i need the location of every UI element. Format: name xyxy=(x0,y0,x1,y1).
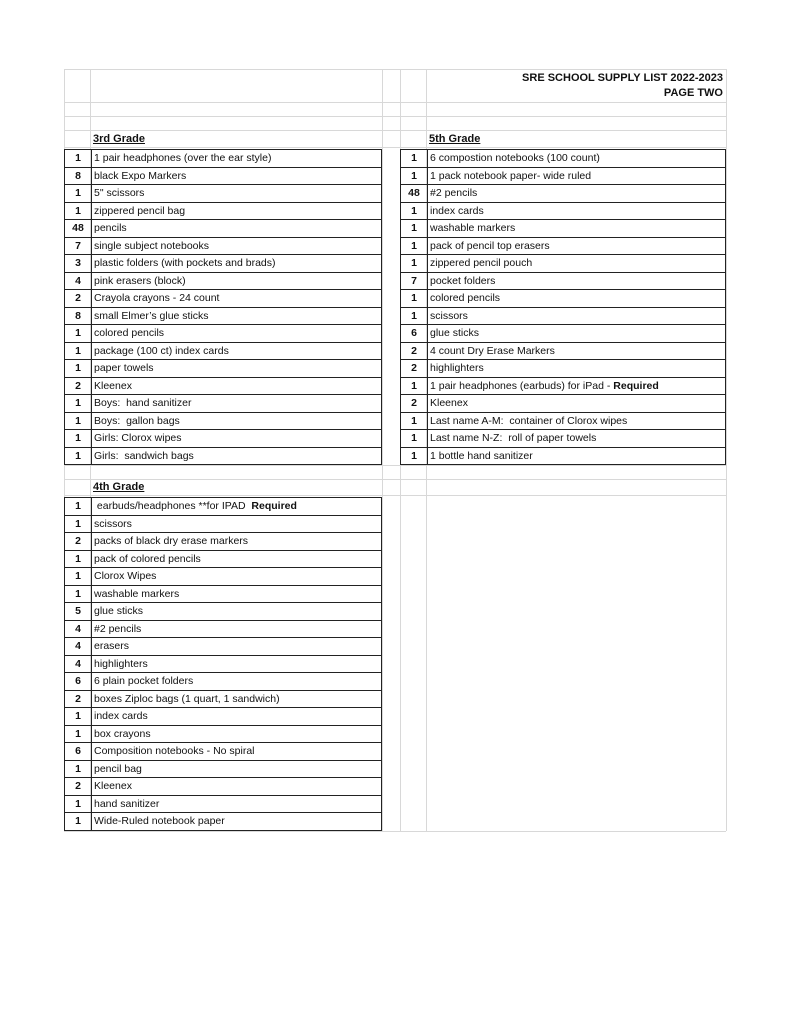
supply-row xyxy=(64,778,382,796)
supply-quantity: 1 xyxy=(401,430,428,447)
supply-row xyxy=(64,586,382,604)
supply-item-text: paper towels xyxy=(94,362,154,374)
supply-item xyxy=(428,220,725,237)
supply-row xyxy=(64,533,382,551)
gridline-vertical xyxy=(382,69,383,831)
gridline-horizontal xyxy=(64,130,726,131)
supply-quantity: 2 xyxy=(401,395,428,412)
supply-quantity: 48 xyxy=(401,185,428,202)
supply-item-text: colored pencils xyxy=(94,327,165,339)
supply-quantity: 1 xyxy=(65,761,92,778)
grade4-table xyxy=(64,497,382,831)
supply-item-text: 6 plain pocket folders xyxy=(94,675,194,687)
supply-item-text: #2 pencils xyxy=(94,622,142,635)
supply-row xyxy=(64,603,382,621)
supply-item-text: colored pencils xyxy=(430,292,501,304)
supply-item xyxy=(92,413,381,430)
supply-item xyxy=(92,308,381,325)
supply-item-text: Kleenex xyxy=(94,379,132,392)
supply-item-text: #2 pencils xyxy=(430,187,478,199)
supply-row xyxy=(64,551,382,569)
supply-quantity: 1 xyxy=(65,343,92,360)
supply-row xyxy=(400,220,726,238)
supply-item-text: hand sanitizer xyxy=(94,797,160,810)
supply-item xyxy=(92,273,381,290)
supply-row xyxy=(400,255,726,273)
grade3-heading: 3rd Grade xyxy=(93,133,145,145)
supply-item-text: zippered pencil bag xyxy=(94,204,186,217)
supply-item xyxy=(92,238,381,255)
supply-quantity: 1 xyxy=(65,360,92,377)
supply-item xyxy=(92,343,381,360)
supply-item-text: Girls: sandwich bags xyxy=(94,449,194,462)
supply-row xyxy=(64,290,382,308)
supply-item xyxy=(428,448,725,465)
supply-quantity: 1 xyxy=(401,308,428,325)
supply-item-text: index cards xyxy=(94,710,148,722)
supply-item-text: Boys: hand sanitizer xyxy=(94,397,192,409)
supply-quantity: 1 xyxy=(401,378,428,395)
supply-item xyxy=(92,203,381,220)
supply-row xyxy=(400,360,726,378)
supply-row xyxy=(400,238,726,256)
supply-item xyxy=(92,726,381,743)
supply-item-text: Kleenex xyxy=(94,780,132,792)
supply-quantity: 6 xyxy=(65,743,92,760)
supply-quantity: 1 xyxy=(65,726,92,743)
supply-item xyxy=(428,308,725,325)
supply-item-text: single subject notebooks xyxy=(94,239,209,252)
supply-item xyxy=(92,168,381,185)
supply-item xyxy=(92,533,381,550)
supply-row xyxy=(64,378,382,396)
supply-item xyxy=(428,150,725,167)
supply-item-text: Wide-Ruled notebook paper xyxy=(94,815,225,827)
supply-row xyxy=(64,761,382,779)
supply-row xyxy=(400,413,726,431)
supply-row xyxy=(64,413,382,431)
supply-quantity: 1 xyxy=(65,551,92,568)
supply-item-text: box crayons xyxy=(94,727,151,740)
supply-item-text: pack of pencil top erasers xyxy=(430,239,550,252)
supply-row xyxy=(64,448,382,466)
supply-item-text: Last name N-Z: roll of paper towels xyxy=(430,432,597,444)
supply-quantity: 2 xyxy=(65,691,92,708)
page-subtitle: PAGE TWO xyxy=(663,87,723,99)
supply-item-text: plastic folders (with pockets and brads) xyxy=(94,257,276,269)
supply-row xyxy=(64,673,382,691)
supply-quantity: 1 xyxy=(65,708,92,725)
supply-item-text: Clorox Wipes xyxy=(94,570,157,582)
supply-quantity: 1 xyxy=(401,238,428,255)
supply-item xyxy=(92,708,381,725)
supply-quantity: 1 xyxy=(401,448,428,465)
supply-item-text: Composition notebooks - No spiral xyxy=(94,745,255,757)
supply-quantity: 1 xyxy=(401,290,428,307)
supply-item-text: highlighters xyxy=(94,657,148,670)
supply-quantity: 1 xyxy=(401,203,428,220)
supply-row xyxy=(64,498,382,516)
supply-item-text: black Expo Markers xyxy=(94,169,187,182)
supply-item xyxy=(92,638,381,655)
supply-row xyxy=(64,203,382,221)
supply-row xyxy=(64,273,382,291)
gridline-horizontal xyxy=(64,102,726,103)
supply-row xyxy=(400,430,726,448)
supply-quantity: 1 xyxy=(401,220,428,237)
supply-quantity: 8 xyxy=(65,308,92,325)
supply-quantity: 2 xyxy=(65,378,92,395)
supply-row xyxy=(64,255,382,273)
supply-item-text: 1 pair headphones (earbuds) for iPad - xyxy=(430,379,614,392)
supply-row xyxy=(64,516,382,534)
supply-quantity: 2 xyxy=(401,343,428,360)
supply-quantity: 1 xyxy=(65,150,92,167)
supply-item-text: 1 bottle hand sanitizer xyxy=(430,449,533,462)
supply-item xyxy=(92,568,381,585)
supply-quantity: 1 xyxy=(65,568,92,585)
supply-item xyxy=(92,185,381,202)
grade5-table xyxy=(400,149,726,465)
spreadsheet-page xyxy=(64,69,726,831)
supply-item xyxy=(428,325,725,342)
supply-item-text: packs of black dry erase markers xyxy=(94,535,249,547)
supply-item xyxy=(92,603,381,620)
supply-item-text: Kleenex xyxy=(430,397,468,409)
supply-row xyxy=(64,343,382,361)
supply-row xyxy=(400,378,726,396)
supply-row xyxy=(400,203,726,221)
supply-item xyxy=(92,290,381,307)
supply-item-text: zippered pencil pouch xyxy=(430,257,533,269)
supply-item-text: 6 compostion notebooks (100 count) xyxy=(430,152,600,164)
gridline-horizontal xyxy=(64,465,726,466)
supply-item xyxy=(92,813,381,830)
page-title: SRE SCHOOL SUPPLY LIST 2022-2023 xyxy=(522,72,723,84)
supply-quantity: 6 xyxy=(401,325,428,342)
supply-item xyxy=(428,430,725,447)
supply-row xyxy=(64,656,382,674)
supply-row xyxy=(64,796,382,814)
supply-item-text: earbuds/headphones **for IPAD xyxy=(94,500,252,512)
supply-item xyxy=(92,150,381,167)
supply-item xyxy=(428,378,725,395)
supply-row xyxy=(400,448,726,466)
supply-item-text: Girls: Clorox wipes xyxy=(94,432,182,444)
supply-item xyxy=(92,220,381,237)
gridline-vertical xyxy=(726,69,727,831)
supply-quantity: 3 xyxy=(65,255,92,272)
supply-row xyxy=(64,168,382,186)
supply-quantity: 1 xyxy=(65,586,92,603)
supply-row xyxy=(64,308,382,326)
supply-row xyxy=(400,273,726,291)
supply-item-text: small Elmer’s glue sticks xyxy=(94,309,209,322)
supply-item-text: washable markers xyxy=(430,222,516,234)
supply-row xyxy=(64,726,382,744)
gridline-horizontal xyxy=(64,831,726,832)
supply-quantity: 1 xyxy=(65,796,92,813)
gridline-horizontal xyxy=(64,495,726,496)
supply-item xyxy=(428,290,725,307)
supply-row xyxy=(64,220,382,238)
supply-row xyxy=(64,325,382,343)
supply-quantity: 1 xyxy=(65,413,92,430)
supply-row xyxy=(64,238,382,256)
supply-row xyxy=(400,185,726,203)
supply-row xyxy=(400,325,726,343)
supply-item xyxy=(428,168,725,185)
supply-item xyxy=(92,448,381,465)
gridline-horizontal xyxy=(64,116,726,117)
supply-item xyxy=(428,273,725,290)
supply-quantity: 4 xyxy=(65,656,92,673)
grade4-heading: 4th Grade xyxy=(93,481,145,493)
supply-quantity: 4 xyxy=(65,621,92,638)
supply-item-text: pink erasers (block) xyxy=(94,274,186,287)
supply-row xyxy=(64,813,382,831)
supply-item xyxy=(92,395,381,412)
supply-item-text: pencils xyxy=(94,222,127,234)
supply-quantity: 1 xyxy=(65,395,92,412)
supply-item-text: package (100 ct) index cards xyxy=(94,344,229,357)
supply-item xyxy=(92,761,381,778)
gridline-horizontal xyxy=(64,147,726,148)
supply-quantity: 6 xyxy=(65,673,92,690)
supply-quantity: 1 xyxy=(401,413,428,430)
supply-item xyxy=(428,185,725,202)
supply-item xyxy=(92,778,381,795)
supply-item xyxy=(92,691,381,708)
supply-item-text: Last name A-M: container of Clorox wipes xyxy=(430,414,628,427)
supply-item xyxy=(92,586,381,603)
supply-item xyxy=(92,255,381,272)
supply-row xyxy=(64,150,382,168)
supply-item-text: erasers xyxy=(94,640,130,652)
supply-quantity: 2 xyxy=(65,290,92,307)
supply-item xyxy=(92,551,381,568)
supply-item-text: 4 count Dry Erase Markers xyxy=(430,344,555,357)
supply-item-text: Boys: gallon bags xyxy=(94,414,180,427)
supply-quantity: 2 xyxy=(65,533,92,550)
supply-item-text: glue sticks xyxy=(94,605,144,617)
required-label: Required xyxy=(251,500,297,512)
required-label: Required xyxy=(613,379,659,392)
supply-row xyxy=(64,691,382,709)
grade3-table xyxy=(64,149,382,465)
supply-item-text: Crayola crayons - 24 count xyxy=(94,292,220,304)
supply-item-text: index cards xyxy=(430,204,484,217)
supply-item-text: pencil bag xyxy=(94,762,142,775)
grade5-heading: 5th Grade xyxy=(429,133,481,145)
supply-quantity: 48 xyxy=(65,220,92,237)
gridline-horizontal xyxy=(64,69,726,70)
supply-quantity: 1 xyxy=(65,325,92,342)
supply-item xyxy=(92,378,381,395)
supply-item xyxy=(92,656,381,673)
supply-row xyxy=(400,168,726,186)
supply-item xyxy=(92,743,381,760)
supply-row xyxy=(64,568,382,586)
supply-item xyxy=(92,673,381,690)
supply-row xyxy=(64,621,382,639)
supply-quantity: 4 xyxy=(65,638,92,655)
supply-item xyxy=(428,203,725,220)
supply-item-text: scissors xyxy=(430,309,468,322)
supply-quantity: 2 xyxy=(401,360,428,377)
supply-quantity: 7 xyxy=(65,238,92,255)
supply-item xyxy=(428,343,725,360)
supply-quantity: 5 xyxy=(65,603,92,620)
supply-item-text: boxes Ziploc bags (1 quart, 1 sandwich) xyxy=(94,692,280,705)
supply-row xyxy=(64,185,382,203)
supply-item xyxy=(92,796,381,813)
supply-item xyxy=(428,395,725,412)
supply-item xyxy=(92,621,381,638)
supply-quantity: 2 xyxy=(65,778,92,795)
supply-quantity: 1 xyxy=(65,430,92,447)
supply-quantity: 1 xyxy=(65,498,92,515)
supply-quantity: 1 xyxy=(401,150,428,167)
supply-row xyxy=(64,743,382,761)
supply-item-text: scissors xyxy=(94,517,132,530)
supply-row xyxy=(400,150,726,168)
supply-item xyxy=(428,255,725,272)
supply-quantity: 1 xyxy=(65,203,92,220)
supply-item-text: glue sticks xyxy=(430,327,480,339)
supply-item-text: washable markers xyxy=(94,587,180,600)
supply-quantity: 1 xyxy=(65,813,92,830)
supply-row xyxy=(400,343,726,361)
supply-item-text: pack of colored pencils xyxy=(94,552,201,565)
supply-row xyxy=(64,708,382,726)
supply-item xyxy=(92,430,381,447)
supply-quantity: 1 xyxy=(401,255,428,272)
supply-quantity: 1 xyxy=(401,168,428,185)
supply-item xyxy=(428,360,725,377)
supply-row xyxy=(64,430,382,448)
supply-item-text: 1 pack notebook paper- wide ruled xyxy=(430,169,592,182)
supply-row xyxy=(400,290,726,308)
supply-quantity: 7 xyxy=(401,273,428,290)
supply-row xyxy=(64,395,382,413)
supply-item-text: 1 pair headphones (over the ear style) xyxy=(94,152,272,164)
supply-item-text: pocket folders xyxy=(430,274,496,287)
supply-item xyxy=(92,498,381,515)
supply-row xyxy=(400,308,726,326)
supply-item xyxy=(92,360,381,377)
supply-quantity: 1 xyxy=(65,185,92,202)
supply-item xyxy=(428,238,725,255)
supply-quantity: 4 xyxy=(65,273,92,290)
supply-item xyxy=(92,325,381,342)
gridline-horizontal xyxy=(64,479,726,480)
supply-quantity: 8 xyxy=(65,168,92,185)
supply-row xyxy=(64,638,382,656)
supply-item-text: highlighters xyxy=(430,362,484,374)
supply-row xyxy=(400,395,726,413)
supply-item xyxy=(428,413,725,430)
supply-quantity: 1 xyxy=(65,448,92,465)
supply-item xyxy=(92,516,381,533)
supply-row xyxy=(64,360,382,378)
supply-quantity: 1 xyxy=(65,516,92,533)
supply-item-text: 5" scissors xyxy=(94,187,145,199)
